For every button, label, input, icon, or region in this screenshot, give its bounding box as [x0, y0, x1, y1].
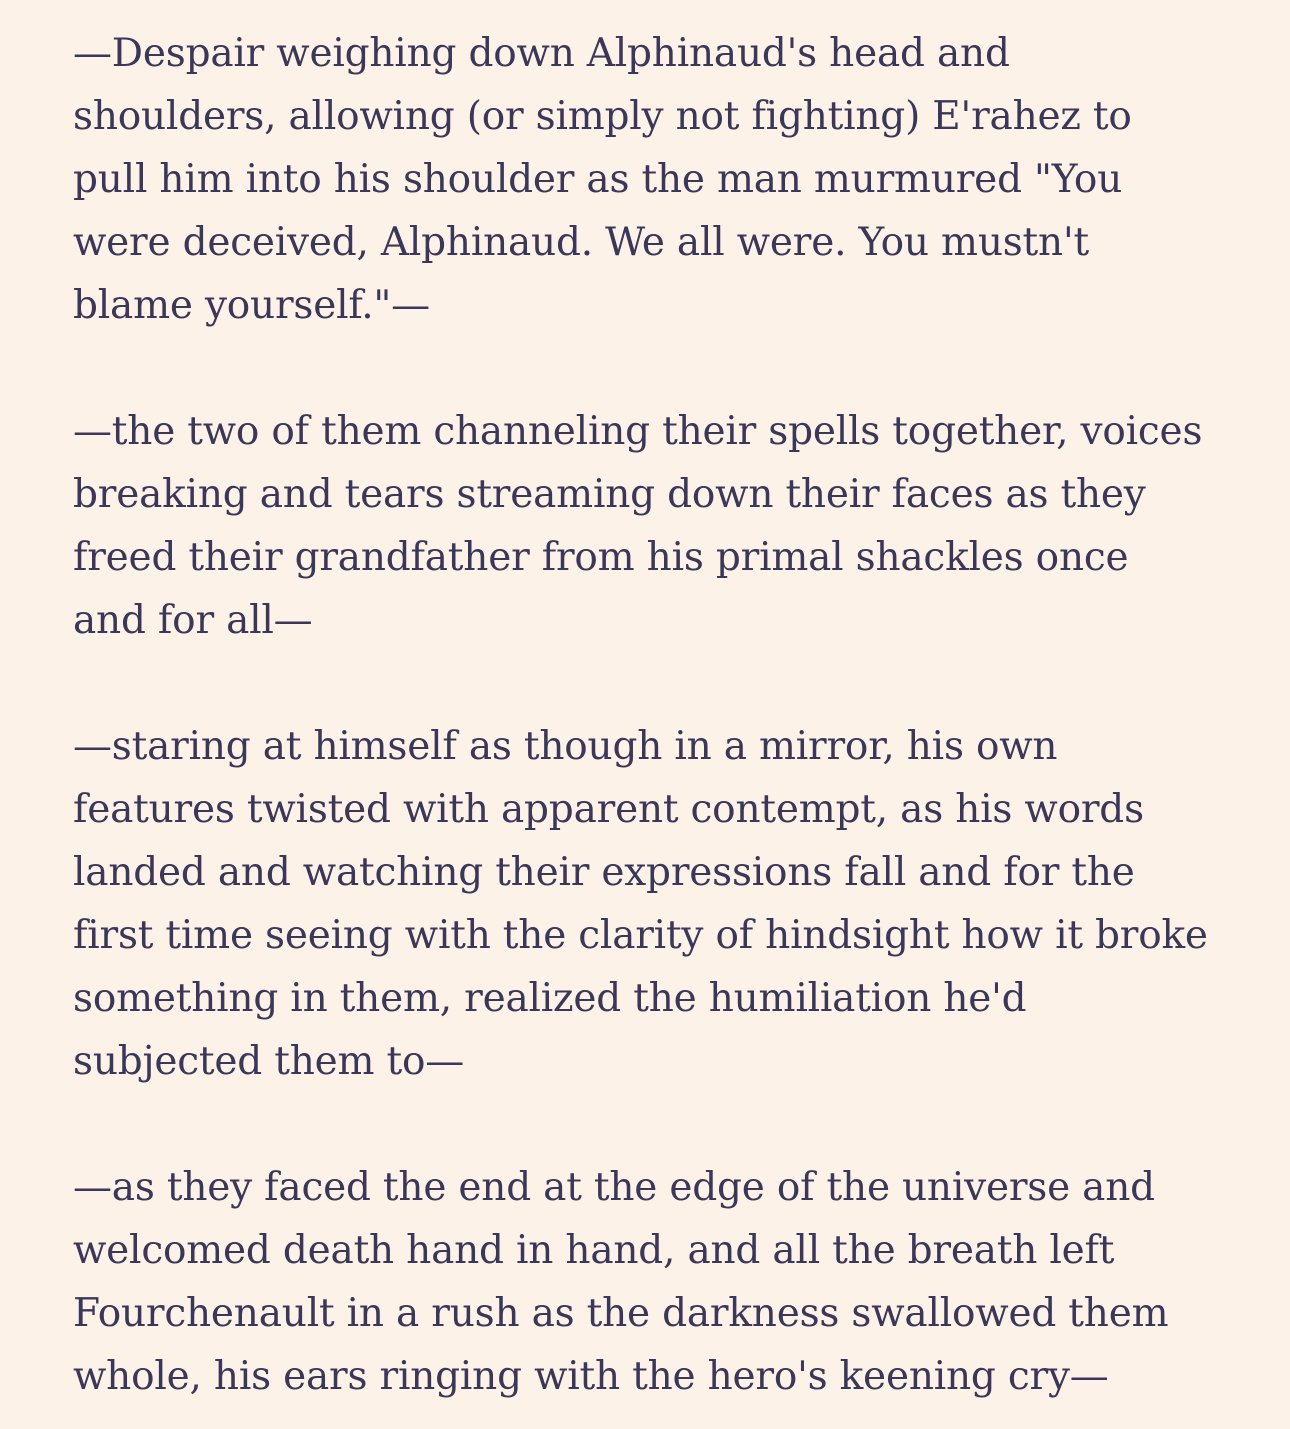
story-paragraph-2: —the two of them channeling their spells together, voices breaking and tears streaming down their faces as they freed their grandfather from his primal shackles once and for all—: [73, 409, 1203, 643]
story-paragraph-4: —as they faced the end at the edge of the universe and welcomed death hand in hand, and all the breath left Fourchenault in a rush as the darkness swallowed them whole, his ears ringing with the hero's keening cry—: [73, 1165, 1169, 1399]
story-text-body: [73, 22, 1213, 1408]
story-paragraph-3: —staring at himself as though in a mirror, his own features twisted with apparent contempt, as his words landed and watching their expressions fall and for the first time seeing with the clarity of hindsight how it broke something in them, realized the humiliation he'd subjected them to—: [73, 724, 1208, 1084]
story-paragraph-1: —Despair weighing down Alphinaud's head and shoulders, allowing (or simply not fighting) E'rahez to pull him into his shoulder as the man murmured "You were deceived, Alphinaud. We all were. You mustn't blame yourself."—: [73, 31, 1132, 328]
